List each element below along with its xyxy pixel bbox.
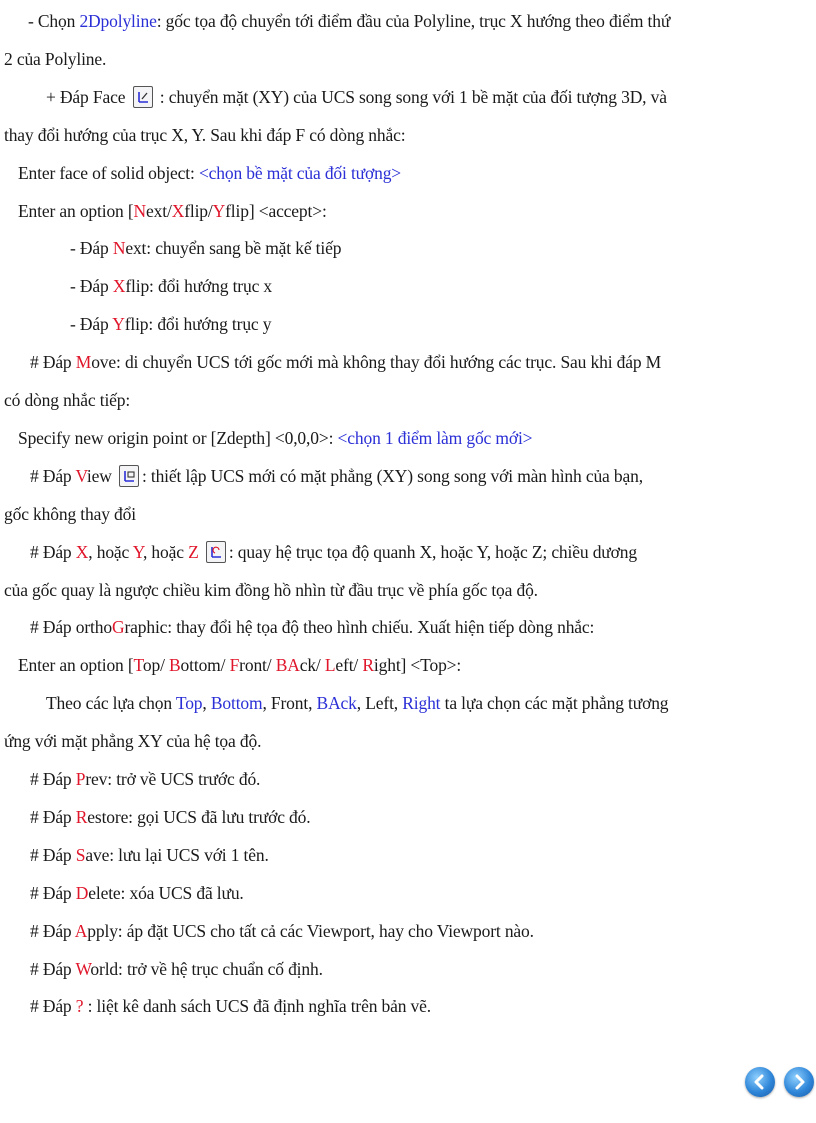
- text-run: estore: gọi UCS đã lưu trước đó.: [87, 806, 311, 827]
- rotate-ucs-icon[interactable]: [206, 541, 226, 563]
- text-run: Theo các lựa chọn: [46, 693, 176, 714]
- text-run: # Đáp: [30, 541, 76, 562]
- text-run: R: [362, 655, 374, 676]
- text-run: orld: trở về hệ trục chuẩn cố định.: [90, 958, 323, 979]
- text-run: BA: [275, 655, 300, 676]
- text-run: elete: xóa UCS đã lưu.: [88, 882, 244, 903]
- text-run: D: [75, 882, 89, 903]
- text-run: , hoặc: [142, 541, 189, 562]
- text-run: Enter an option [: [18, 655, 134, 676]
- text-run: # Đáp: [30, 844, 76, 865]
- text-run: 2 của Polyline.: [4, 48, 107, 69]
- text-line: [30, 767, 260, 791]
- text-run: <chọn 1 điểm làm gốc mới>: [337, 427, 533, 448]
- text-run: [199, 542, 203, 562]
- text-line: [30, 957, 323, 981]
- text-run: G: [111, 617, 125, 638]
- text-run: # Đáp: [30, 769, 76, 789]
- text-line: [4, 47, 106, 71]
- text-run: A: [74, 920, 88, 941]
- text-run: - Chọn: [28, 11, 80, 31]
- text-run: - Đáp: [70, 314, 113, 335]
- text-line: [18, 653, 461, 677]
- text-run: X: [75, 541, 89, 562]
- text-run: # Đáp: [30, 352, 76, 373]
- text-line: [30, 540, 637, 564]
- text-line: [30, 919, 534, 943]
- text-run: N: [112, 238, 126, 259]
- text-line: [46, 85, 667, 109]
- text-run: flip: đổi hướng trục y: [124, 314, 272, 335]
- text-run: , Front,: [262, 693, 317, 714]
- text-line: [46, 691, 668, 715]
- text-run: ,: [202, 693, 211, 714]
- text-run: Y: [212, 200, 226, 221]
- text-line: [4, 578, 538, 602]
- text-run: ?: [75, 996, 84, 1017]
- text-run: 2Dpolyline: [79, 11, 157, 31]
- text-run: # Đáp: [30, 465, 76, 486]
- text-run: rev: trở về UCS trước đó.: [85, 769, 261, 789]
- text-run: Enter face of solid object:: [18, 162, 199, 183]
- text-run: Bottom: [210, 693, 263, 714]
- text-run: ta lựa chọn các mặt phẳng tương: [440, 693, 669, 714]
- text-line: [30, 615, 594, 639]
- text-line: [30, 994, 431, 1018]
- text-line: [4, 388, 130, 412]
- text-run: ext: chuyển sang bề mặt kế tiếp: [125, 238, 342, 259]
- text-run: T: [133, 655, 143, 676]
- text-run: : gốc tọa độ chuyển tới điểm đầu của Polyline, trục X hướng theo điểm thứ: [156, 11, 671, 31]
- text-run: ight] <Top>:: [373, 655, 462, 676]
- text-run: Enter an option [: [18, 200, 134, 221]
- text-run: có dòng nhắc tiếp:: [4, 390, 131, 410]
- text-run: <chọn bề mặt của đối tượng>: [198, 162, 402, 183]
- text-line: [18, 161, 401, 185]
- text-run: Right: [402, 693, 441, 714]
- text-run: : thiết lập UCS mới có mặt phẳng (XY) song song với màn hình của bạn,: [141, 465, 643, 486]
- text-run: : quay hệ trục tọa độ quanh X, hoặc Y, hoặc Z; chiều dương: [228, 541, 637, 562]
- view-ucs-icon[interactable]: [119, 465, 139, 487]
- text-run: # Đáp: [30, 996, 76, 1017]
- next-page-button[interactable]: [784, 1067, 814, 1097]
- text-run: ront/: [239, 655, 276, 676]
- text-line: [28, 9, 670, 33]
- text-run: , hoặc: [88, 541, 133, 562]
- text-run: Y: [112, 314, 125, 335]
- text-run: iew: [86, 465, 116, 486]
- text-run: # Đáp: [30, 958, 76, 979]
- text-run: ck/: [299, 655, 325, 676]
- text-run: của gốc quay là ngược chiều kim đồng hồ nhìn từ đầu trục về phía gốc tọa độ.: [4, 579, 538, 600]
- text-run: thay đổi hướng của trục X, Y. Sau khi đáp F có dòng nhắc:: [4, 124, 406, 145]
- text-run: ave: lưu lại UCS với 1 tên.: [85, 844, 269, 865]
- text-line: [4, 502, 136, 526]
- text-run: L: [324, 655, 336, 676]
- text-line: [30, 881, 244, 905]
- text-run: ext/: [146, 200, 172, 221]
- text-line: [70, 236, 341, 260]
- text-run: - Đáp: [70, 276, 113, 297]
- text-run: N: [133, 200, 147, 221]
- text-line: [18, 199, 327, 223]
- text-line: [4, 123, 405, 147]
- text-run: S: [75, 844, 86, 865]
- text-run: raphic: thay đổi hệ tọa độ theo hình chiếu. Xuất hiện tiếp dòng nhắc:: [124, 617, 595, 638]
- text-run: Top: [175, 693, 203, 714]
- text-line: [70, 274, 272, 298]
- text-run: Z: [188, 541, 199, 562]
- text-line: [18, 426, 532, 450]
- text-run: # Đáp: [30, 882, 76, 903]
- text-run: R: [75, 806, 88, 827]
- text-run: BAck: [316, 693, 357, 714]
- text-run: # Đáp: [30, 806, 76, 827]
- text-run: flip: đổi hướng trục x: [125, 276, 273, 297]
- text-line: [30, 464, 643, 488]
- text-run: eft/: [335, 655, 363, 676]
- text-run: W: [75, 958, 91, 979]
- text-line: [4, 729, 261, 753]
- text-run: flip/: [184, 200, 213, 221]
- text-run: Y: [132, 541, 143, 562]
- text-run: B: [169, 655, 181, 676]
- text-run: ottom/: [180, 655, 230, 676]
- text-run: gốc không thay đổi: [4, 503, 136, 524]
- text-run: , Left,: [356, 693, 403, 714]
- text-line: [30, 350, 661, 374]
- face-ucs-icon[interactable]: [133, 86, 153, 108]
- text-run: F: [229, 655, 240, 676]
- text-run: X: [171, 200, 185, 221]
- text-run: M: [75, 352, 92, 373]
- text-run: Specify new origin point or [Zdepth] <0,0,0>:: [18, 427, 338, 448]
- text-run: + Đáp Face: [46, 86, 130, 107]
- text-line: [30, 805, 310, 829]
- text-run: # Đáp: [30, 920, 75, 941]
- text-run: : liệt kê danh sách UCS đã định nghĩa trên bản vẽ.: [83, 996, 432, 1017]
- text-run: ove: di chuyển UCS tới gốc mới mà không thay đổi hướng các trục. Sau khi đáp M: [91, 352, 662, 373]
- text-run: ứng với mặt phẳng XY của hệ tọa độ.: [4, 731, 262, 752]
- text-line: [70, 312, 271, 336]
- text-run: # Đáp ortho: [30, 617, 112, 638]
- text-run: : chuyển mặt (XY) của UCS song song với 1 bề mặt của đối tượng 3D, và: [155, 86, 667, 107]
- arrow-right-icon: [790, 1073, 808, 1091]
- text-line: [30, 843, 269, 867]
- arrow-left-icon: [751, 1073, 769, 1091]
- text-run: flip] <accept>:: [225, 200, 327, 221]
- text-run: X: [112, 276, 126, 297]
- text-run: pply: áp đặt UCS cho tất cả các Viewport, hay cho Viewport nào.: [87, 920, 534, 941]
- prev-page-button[interactable]: [745, 1067, 775, 1097]
- text-run: P: [75, 769, 86, 789]
- text-run: V: [75, 465, 87, 486]
- text-run: op/: [142, 655, 170, 676]
- text-run: - Đáp: [70, 238, 113, 259]
